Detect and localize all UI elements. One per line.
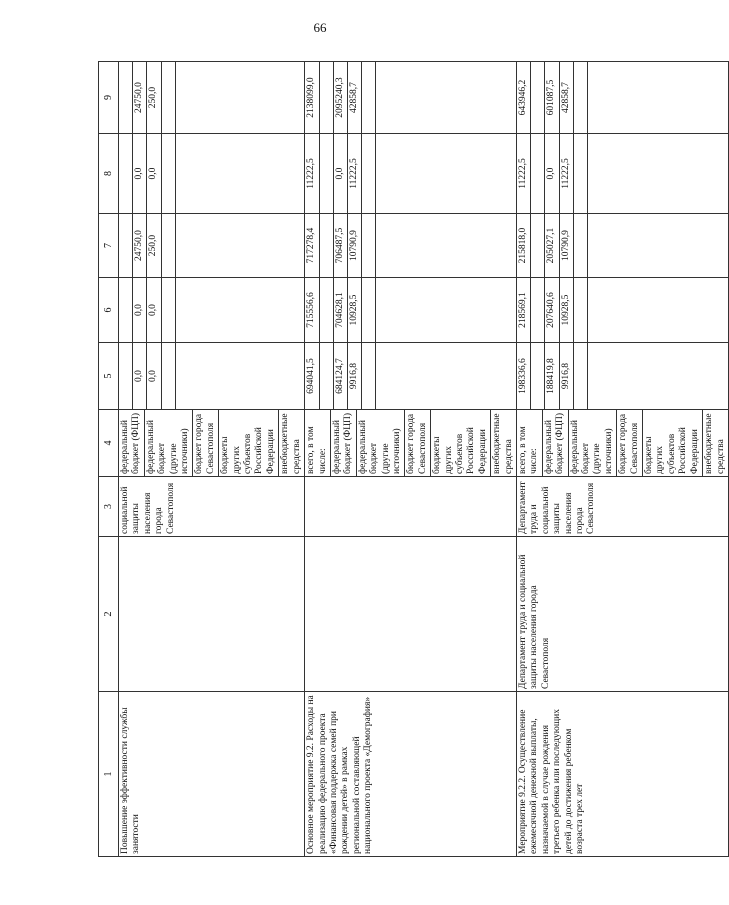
amount-cell [305,343,517,410]
amount-value: 0,0 [133,134,147,213]
amount-value [362,62,376,133]
rotated-table-container [98,62,726,857]
amount-value [162,214,176,277]
measure-name-cell: Повышение эффективности службы занятости [119,692,305,857]
amount-cell [305,278,517,343]
amount-value: 198336,6 [517,343,531,409]
amount-cell [119,343,305,410]
amount-value: 42858,7 [560,62,574,133]
amount-value [588,214,601,277]
amount-value [320,214,334,277]
amount-cell [517,134,729,214]
column-header: 1 [99,692,119,857]
amount-value: 684124,7 [334,343,348,409]
funding-source-label: бюджет города Севастополя [405,410,431,476]
amount-value: 11222,5 [348,134,362,213]
amount-cell [517,62,729,134]
amount-value [574,134,588,213]
amount-value [362,278,376,342]
amount-value: 0,0 [133,278,147,342]
amount-value: 215818,0 [517,214,531,277]
amount-value: 11222,5 [305,134,319,213]
amount-cell [119,214,305,278]
empty-cell [305,537,517,692]
amount-cell [517,214,729,278]
amount-value: 0,0 [147,343,161,409]
funding-source-cell [305,410,517,477]
funding-source-label: федеральный бюджет (другие источники) [569,410,618,476]
amount-value: 207640,6 [545,278,559,342]
executor-cell [305,477,517,537]
amount-value [162,343,176,409]
amount-value: 694041,5 [305,343,319,409]
amount-value: 250,0 [147,62,161,133]
column-header: 6 [99,278,119,343]
amount-value [176,62,189,133]
amount-value: 10928,5 [560,278,574,342]
amount-value [162,62,176,133]
amount-value [574,214,588,277]
amount-cell [517,343,729,410]
amount-value [119,214,133,277]
amount-value [376,134,389,213]
column-header: 5 [99,343,119,410]
funding-source-label: федеральный бюджет (другие источники) [357,410,406,476]
amount-value: 9916,8 [348,343,362,409]
amount-value: 24750,0 [133,62,147,133]
amount-value [320,278,334,342]
amount-value [574,343,588,409]
amount-value [574,278,588,342]
amount-value: 42858,7 [348,62,362,133]
amount-value [531,214,545,277]
column-header: 7 [99,214,119,278]
funding-source-cell [517,410,729,477]
measure-block-row [119,62,305,857]
amount-value: 715556,6 [305,278,319,342]
amount-cell [119,62,305,134]
column-header: 4 [99,410,119,477]
measure-block-row [517,62,729,857]
amount-value: 643946,2 [517,62,531,133]
amount-value: 11222,5 [517,134,531,213]
amount-value [320,343,334,409]
amount-value [162,278,176,342]
amount-value [376,214,389,277]
amount-value [531,134,545,213]
amount-value [531,343,545,409]
amount-value: 188419,8 [545,343,559,409]
amount-cell [305,214,517,278]
funding-source-label: бюджеты других субъектов Российской Федерации [219,410,279,476]
measure-name-cell: Мероприятие 9.2.2. Осуществление ежемесячной денежной выплаты, назначаемой в случае рождения третьего ребенка или последующих детей до достижения ребенком возраста трех лет [517,692,729,857]
amount-cell [517,278,729,343]
amount-value: 601087,5 [545,62,559,133]
amount-value [162,134,176,213]
amount-value [588,62,601,133]
executor-cell: социальной защиты населения города Севастополя [119,477,305,537]
amount-value: 2138099,0 [305,62,319,133]
amount-cell [305,62,517,134]
funding-source-label: бюджет города Севастополя [617,410,643,476]
funding-source-label: внебюджетные средства [280,413,302,474]
measure-block-row [305,62,517,857]
amount-value: 250,0 [147,214,161,277]
amount-value: 717278,4 [305,214,319,277]
amount-value [588,278,601,342]
amount-value [320,62,334,133]
amount-cell [119,278,305,343]
funding-source-label: внебюджетные средства [492,413,514,474]
amount-value [176,214,189,277]
funding-source-label: федеральный бюджет (ФЦП) [119,410,145,476]
funding-source-label: бюджет города Севастополя [193,410,219,476]
amount-value [119,134,133,213]
amount-value [588,134,601,213]
budget-table [98,61,729,857]
funding-source-label: всего, в том числе: [517,410,543,476]
funding-source-label: внебюджетные средства [704,413,726,474]
amount-value [376,343,389,409]
funding-source-cell [119,410,305,477]
column-header: 2 [99,537,119,692]
amount-value [119,62,133,133]
amount-value [531,62,545,133]
amount-value [362,134,376,213]
amount-value: 0,0 [545,134,559,213]
amount-value: 2095240,3 [334,62,348,133]
amount-value: 0,0 [133,343,147,409]
amount-value: 706487,5 [334,214,348,277]
measure-name-cell: Основное мероприятие 9.2. Расходы на реализацию федерального проекта «Финансовая поддержка семей при рождении детей» в рамках региональной составляющей национального проекта «Демография» [305,692,517,857]
empty-cell [119,537,305,692]
amount-value: 0,0 [334,134,348,213]
amount-value: 9916,8 [560,343,574,409]
amount-value: 0,0 [147,278,161,342]
amount-value [119,278,133,342]
amount-value [176,134,189,213]
amount-value [376,62,389,133]
amount-value [176,278,189,342]
amount-value: 24750,0 [133,214,147,277]
funding-source-label: всего, в том числе: [305,410,331,476]
funding-source-label: федеральный бюджет (другие источники) [145,410,194,476]
amount-value: 0,0 [147,134,161,213]
amount-value: 218569,1 [517,278,531,342]
column-header: 9 [99,62,119,134]
column-number-row [99,62,119,857]
funding-source-label: федеральный бюджет (ФЦП) [331,410,357,476]
amount-cell [305,134,517,214]
table-body [119,62,729,857]
page-number: 66 [313,20,327,35]
amount-value: 205027,1 [545,214,559,277]
amount-value [362,343,376,409]
amount-value [531,278,545,342]
funding-source-label: бюджеты других субъектов Российской Федерации [431,410,491,476]
amount-value: 10790,9 [560,214,574,277]
empty-cell: Департамент труда и социальной защиты населения города Севастополя [517,537,729,692]
amount-value [362,214,376,277]
amount-value [119,343,133,409]
amount-value [588,343,601,409]
executor-cell: Департамент труда и социальной защиты населения города Севастополя [517,477,729,537]
funding-source-label: бюджеты других субъектов Российской Федерации [643,410,703,476]
amount-cell [119,134,305,214]
amount-value [176,343,189,409]
amount-value: 704628,1 [334,278,348,342]
column-header: 8 [99,134,119,214]
funding-source-label: федеральный бюджет (ФЦП) [543,410,569,476]
amount-value [320,134,334,213]
amount-value [376,278,389,342]
amount-value: 11222,5 [560,134,574,213]
amount-value: 10790,9 [348,214,362,277]
amount-value: 10928,5 [348,278,362,342]
amount-value [574,62,588,133]
column-header: 3 [99,477,119,537]
